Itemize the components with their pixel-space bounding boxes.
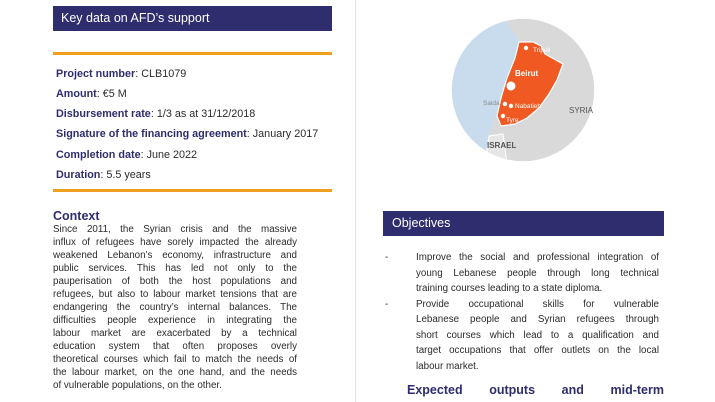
key-data-row-project-number: Project number: CLB1079: [56, 68, 187, 80]
objective-line: Improve the social and professional integration of: [416, 252, 659, 263]
context-line: the labour market, on the one hand, and the needs: [53, 367, 297, 378]
nabatieh-label: Nabatieh: [515, 103, 542, 110]
objective-line: Lebanese people and Syrian refugees through: [416, 314, 659, 325]
objective-item: [383, 250, 659, 297]
key-data-header: [53, 6, 332, 31]
tyre-marker: [501, 114, 505, 118]
nabatieh-marker: [509, 104, 513, 108]
context-line: education system that often proposes overly: [53, 341, 297, 352]
key-data-row-signature: Signature of the financing agreement: January 2017: [56, 128, 319, 140]
column-divider: [355, 0, 356, 402]
context-line: endangering the country’s internal balances. The: [53, 302, 297, 313]
key-data-row-duration: Duration: 5.5 years: [56, 169, 151, 181]
objective-line: training courses leading to a state diploma.: [416, 283, 603, 294]
context-line: of vulnerable populations, on the other.: [53, 380, 222, 391]
bullet-dash: -: [385, 298, 389, 310]
beirut-label: Beirut: [515, 69, 539, 78]
bullet-dash: -: [385, 252, 389, 263]
objectives-title: Objectives: [392, 216, 451, 230]
key-data-row-completion: Completion date: June 2022: [56, 149, 198, 161]
saida-marker: [503, 102, 507, 106]
objective-line: short courses which lead to a qualification and: [416, 329, 659, 341]
objective-line: Provide occupational skills for vulnerable: [416, 298, 659, 310]
context-paragraph: [53, 223, 297, 392]
context-line: refugees, but also to labour market tensions that are: [53, 289, 297, 300]
key-data-row-disbursement: Disbursement rate: 1/3 as at 31/12/2018: [56, 108, 256, 120]
beirut-marker: [507, 82, 516, 91]
tripoli-marker: [524, 46, 528, 50]
lebanon-map: [445, 18, 605, 163]
objectives-list: [383, 250, 659, 374]
objective-line: young Lebanese people through long technical: [416, 267, 659, 279]
context-line: labour market are exacerbated by a technical: [53, 328, 297, 339]
objective-line: target occupations that offer outlets on the local: [416, 345, 659, 356]
context-line: public services. This has led not only to the: [53, 263, 297, 274]
context-line: pauperisation of both the host populations and: [53, 276, 297, 287]
context-line: weakened Lebanon’s economy, infrastructure and: [53, 250, 297, 261]
key-data-bottom-rule: [53, 189, 332, 192]
objective-item: [383, 297, 659, 375]
key-data-title: Key data on AFD’s support: [61, 11, 210, 25]
context-line: theoretical courses which fail to match the needs of: [53, 354, 297, 365]
expected-outputs-heading: Expected outputs and mid-term: [407, 383, 664, 397]
objective-line: labour market.: [416, 360, 479, 372]
israel-label: ISRAEL: [487, 141, 517, 150]
key-data-row-amount: Amount: €5 M: [56, 88, 127, 100]
objectives-header: [383, 211, 664, 236]
tyre-label: Tyre: [506, 117, 519, 124]
saida-label: Saida: [483, 100, 500, 107]
context-heading: Context: [53, 209, 100, 223]
syria-label: SYRIA: [569, 106, 594, 115]
context-line: influx of refugees have sorely impacted the already: [53, 237, 297, 248]
tripoli-label: Tripoli: [533, 47, 551, 54]
key-data-top-rule: [53, 52, 332, 55]
context-line: difficulties people experience in integrating the: [53, 315, 297, 326]
context-line: Since 2011, the Syrian crisis and the massive: [53, 224, 297, 235]
